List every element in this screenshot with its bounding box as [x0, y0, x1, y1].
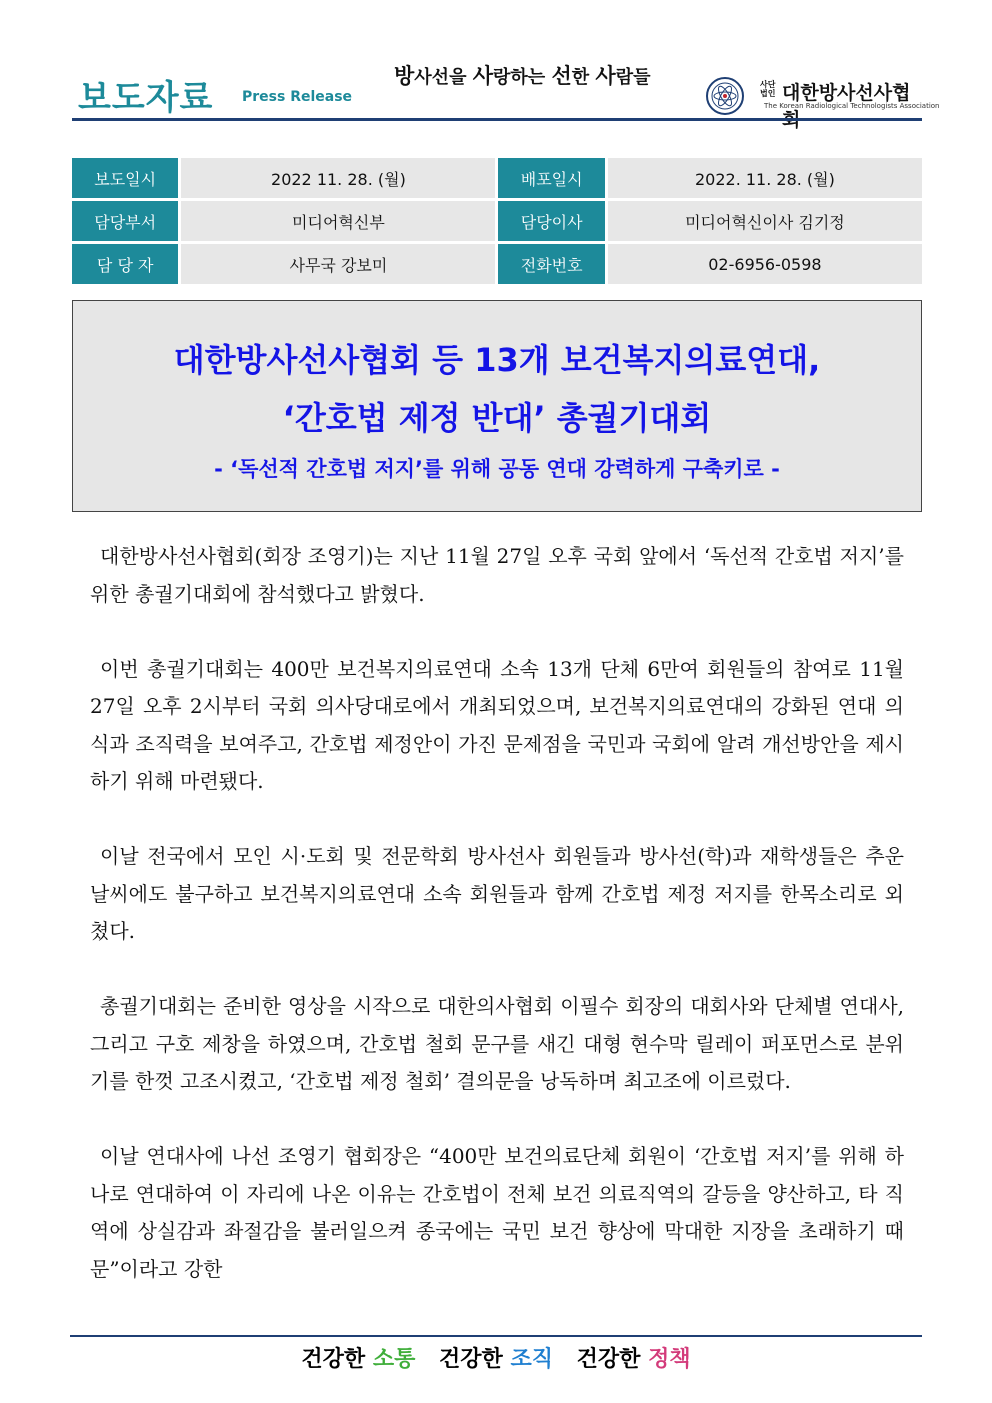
distribute-date-label: 배포일시: [498, 158, 604, 198]
association-logo: [694, 76, 940, 116]
person-label: 담 당 자: [72, 244, 178, 284]
director-label: 담당이사: [498, 201, 604, 241]
footer-slogan: 건강한 소통 건강한 조직 건강한 정책: [301, 1346, 691, 1372]
release-date-value: 2022 11. 28. (월): [181, 158, 495, 198]
logo-name: 대한방사선사협: [782, 82, 911, 104]
article-body: [90, 538, 904, 1326]
footer-divider: [70, 1335, 922, 1337]
press-release-title: 보도자료: [78, 78, 214, 118]
distribute-date-value: 2022. 11. 28. (월): [608, 158, 922, 198]
logo-small-text: 사단 법인: [760, 80, 776, 98]
person-value: 사무국 강보미: [181, 244, 495, 284]
paragraph: 이번 총궐기대회는 400만 보건복지의료연대 소속 13개 단체 6만여 회원들의 참여로 11월 27일 오후 2시부터 국회 의사당대로에서 개최되었으며, 보건복지의료연대의 강화된 연대 의식과 조직력을 보여주고, 간호법 제정안이 가진 문제점을 국민과 국회에 알려 개선방안을 제시하기 위해 마련됐다.: [90, 656, 904, 793]
info-row: [72, 201, 922, 241]
paragraph: 이날 전국에서 모인 시·도회 및 전문학회 방사선사 회원들과 방사선(학)과 재학생들은 추운 날씨에도 불구하고 보건복지의료연대 소속 회원들과 함께 간호법 제정 저지를 한목소리로 외쳤다.: [90, 844, 904, 943]
release-info-table: [72, 155, 922, 287]
headline-box: [72, 300, 922, 512]
paragraph: 대한방사선사협회(회장 조영기)는 지난 11월 27일 오후 국회 앞에서 ‘독선적 간호법 저지’를 위한 총궐기대회에 참석했다고 밝혔다.: [90, 544, 904, 606]
press-release-english: Press Release: [242, 89, 353, 105]
logo-english-name: The Korean Radiological Technologists Association: [764, 102, 940, 110]
release-date-label: 보도일시: [72, 158, 178, 198]
headline-line-2: ‘간호법 제정 반대’ 총궐기대회: [282, 399, 712, 437]
headline-line-1: 대한방사선사협회 등 13개 보건복지의료연대,: [173, 341, 821, 379]
director-value: 미디어혁신이사 김기정: [608, 201, 922, 241]
headline-subtitle: - ‘독선적 간호법 저지’를 위해 공동 연대 강력하게 구축키로 -: [214, 457, 780, 481]
info-row: [72, 244, 922, 284]
press-header: [72, 40, 940, 120]
dept-label: 담당부서: [72, 201, 178, 241]
info-row: [72, 158, 922, 198]
phone-value: 02-6956-0598: [608, 244, 922, 284]
dept-value: 미디어혁신부: [181, 201, 495, 241]
atom-emblem-icon: [694, 76, 756, 116]
slogan: 방사선을 사랑하는 선한 사람들: [394, 64, 651, 88]
paragraph: 총궐기대회는 준비한 영상을 시작으로 대한의사협회 이필수 회장의 대회사와 단체별 연대사, 그리고 구호 제창을 하였으며, 간호법 철회 문구를 새긴 대형 현수막 릴레이 퍼포먼스로 분위기를 한껏 고조시켰고, ‘간호법 제정 철회’ 결의문을 낭독하며 최고조에 이르렀다.: [90, 994, 904, 1093]
paragraph: 이날 연대사에 나선 조영기 협회장은 “400만 보건의료단체 회원이 ‘간호법 저지’를 위해 하나로 연대하여 이 자리에 나온 이유는 간호법이 전체 보건 의료직역의 갈등을 양산하고, 타 직역에 상실감과 좌절감을 불러일으켜 종국에는 국민 보건 향상에 막대한 지장을 초래하기 때문”이라고 강한: [90, 1144, 904, 1281]
phone-label: 전화번호: [498, 244, 604, 284]
header-divider: [72, 118, 922, 121]
